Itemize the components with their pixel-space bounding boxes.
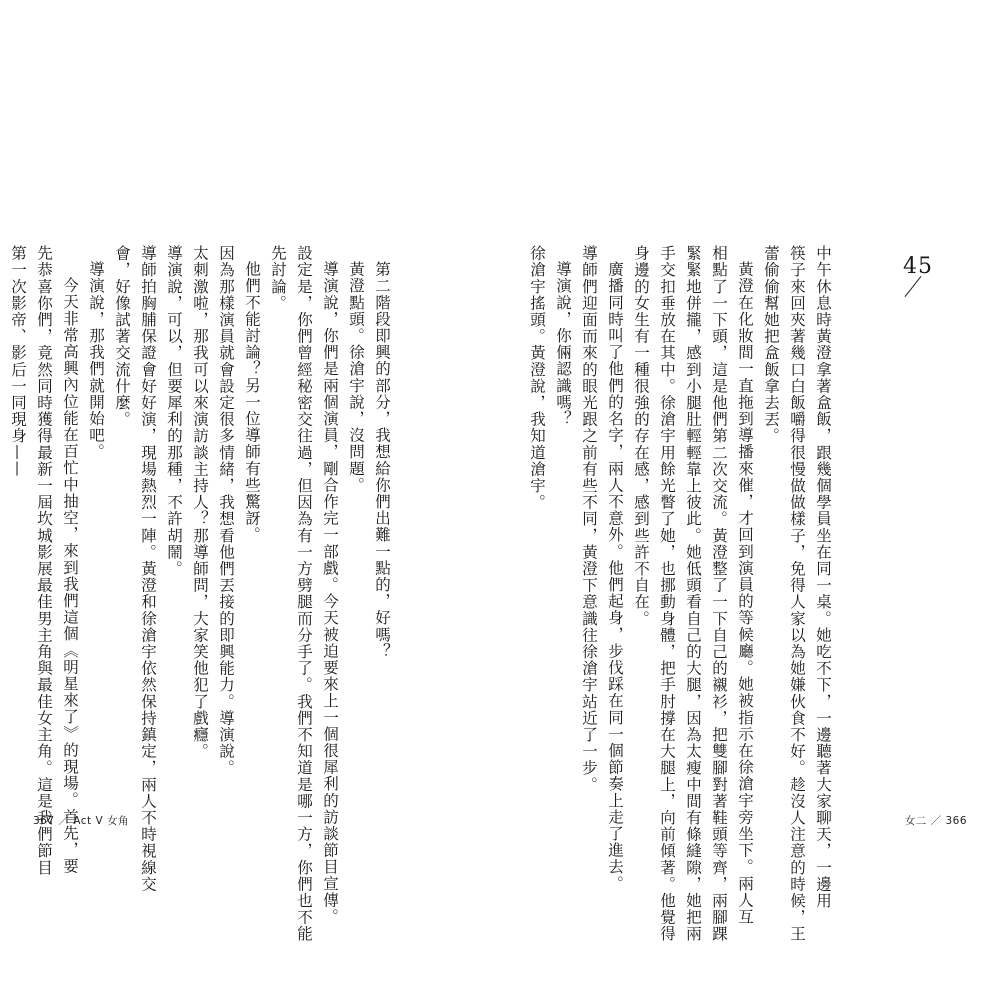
text-line: 會，好像試著交流什麼。 — [113, 245, 131, 428]
text-line: 先恭喜你們，竟然同時獲得最新一屆坎城影展最佳男主角與最佳女主角。這是我們節目 — [35, 245, 53, 876]
text-line: 導演說，你們是兩個演員，剛合作完一部戲。今天被迫要來上一個很犀利的訪談節目宣傳。 — [321, 261, 339, 925]
text-line: 緊緊地併攏，感到小腿肚輕輕靠上彼此。她低頭看自己的大腿，因為太瘦中間有條縫隙，她把兩 — [684, 245, 702, 943]
text-line: 筷子來回夾著幾口白飯嚼得很慢做做樣子，免得人家以為她嫌伙食不好。趁沒人注意的時候，王 — [788, 245, 806, 943]
text-line: 第二階段即興的部分，我想給你們出難一點的，好嗎？ — [373, 261, 391, 660]
text-line: 先討論。 — [269, 245, 287, 312]
text-line: 徐滄宇搖頭。黃澄說，我知道滄宇。 — [528, 245, 546, 511]
text-line: 導演說，你倆認識嗎？ — [554, 261, 572, 427]
text-line: 中午休息時黃澄拿著盒飯，跟幾個學員坐在同一桌。她吃不下，一邊聽著大家聊天，一邊用 — [814, 245, 832, 909]
text-line: 黃澄點頭。徐滄宇說，沒問題。 — [347, 261, 365, 494]
text-line: 導師拍胸脯保證會好好演，現場熱烈一陣。黃澄和徐滄宇依然保持鎮定，兩人不時視線交 — [139, 245, 157, 893]
page-folio-right: 女二 ／ 366 — [904, 815, 967, 827]
chapter-number: 45 — [903, 254, 933, 279]
text-line: 廣播同時叫了他們的名字，兩人不意外。他們起身，步伐踩在同一個節奏上走了進去。 — [606, 261, 624, 892]
text-line: 導演說，可以，但要犀利的那種，不許胡鬧。 — [165, 245, 183, 577]
text-line: 黃澄在化妝間一直拖到導播來催，才回到演員的等候廳。她被指示在徐滄宇旁坐下。兩人互 — [736, 261, 754, 925]
text-line: 蕾偷偷幫她把盒飯拿去丟。 — [762, 245, 780, 445]
text-line: 他們不能討論？另一位導師有些驚訝。 — [243, 261, 261, 544]
text-line: 因為那樣演員就會設定很多情緒，我想看他們丟接的即興能力。導演說。 — [217, 245, 235, 777]
text-line: 身邊的女生有一種很強的存在感，感到些許不自在。 — [632, 245, 650, 627]
text-line: 導師們迎面而來的眼光跟之前有些不同，黃澄下意識往徐滄宇站近了一步。 — [580, 245, 598, 793]
text-line: 相點了一下頭，這是他們第二次交流。黃澄整了一下自己的襯衫，把雙腳對著鞋頭等齊，兩腳踝 — [710, 245, 728, 943]
text-line: 設定是，你們曾經秘密交往過，但因為有一方劈腿而分手了。我們不知道是哪一方，你們也不能 — [295, 245, 313, 943]
right-page-text — [524, 245, 836, 943]
text-line: 太刺激啦，那我可以來演訪談主持人？那導師問，大家笑他犯了戲癮。 — [191, 245, 209, 760]
text-line: 第一次影帝、影后一同現身—— — [9, 245, 27, 478]
text-line: 今天非常高興內位能在百忙中抽空，來到我們這個《明星來了》的現場。首先，要 — [61, 277, 79, 875]
spine-gutter — [499, 120, 500, 880]
page-folio-left: 367 ／ Act V 女角 — [33, 815, 129, 827]
text-line: 導演說，那我們就開始吧。 — [87, 261, 105, 461]
text-line: 手交扣垂放在其中。徐滄宇用餘光瞥了她，也挪動身體，把手肘撐在大腿上，向前傾著。他覺得 — [658, 245, 676, 943]
